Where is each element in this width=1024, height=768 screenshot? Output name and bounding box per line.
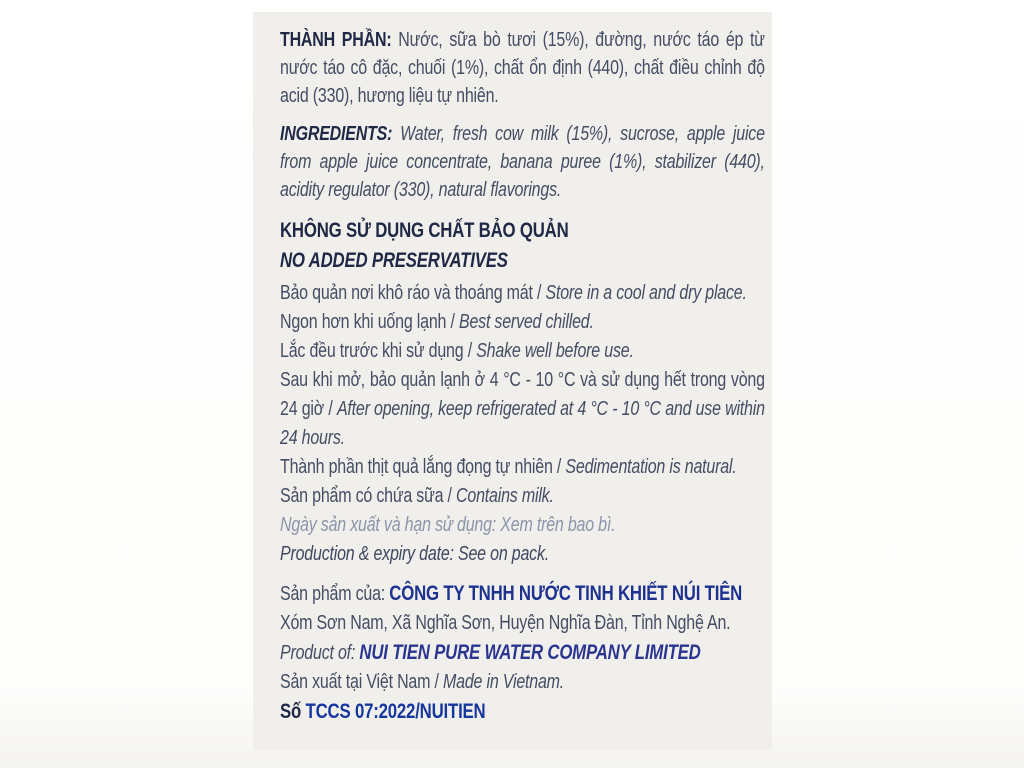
manufacturer-vi-line	[280, 579, 765, 609]
standard-number-line	[280, 697, 765, 726]
manufacturer-address: Xóm Sơn Nam, Xã Nghĩa Sơn, Huyện Nghĩa Đàn, Tỉnh Nghệ An.	[280, 612, 731, 634]
shake-note-vi: Lắc đều trước khi sử dụng	[280, 340, 464, 362]
expiry-date-note-en: Production & expiry date: See on pack.	[280, 543, 550, 565]
after-opening-note-vi: Sau khi mở, bảo quản lạnh ở 4 °C - 10 °C và sử dụng hết trong vòng 24 giờ	[280, 369, 765, 420]
shake-note	[280, 337, 765, 366]
contains-milk-note-en: Contains milk.	[456, 485, 554, 507]
storage-note-en: Store in a cool and dry place.	[545, 282, 747, 304]
contains-milk-note-vi: Sản phẩm có chứa sữa	[280, 485, 444, 507]
sedimentation-note-en: Sedimentation is natural.	[565, 456, 737, 478]
made-in-vi: Sản xuất tại Việt Nam	[280, 671, 431, 693]
chilled-note	[280, 308, 765, 337]
composition-en-body: Water, fresh cow milk (15%), sucrose, apple juice from apple juice concentrate, banana puree (1%), stabilizer (440), acidity regulator (330), natural flavorings.	[280, 123, 765, 201]
sedimentation-note	[280, 453, 765, 482]
note-separator: /	[537, 282, 542, 304]
expiry-date-note-vi: Ngày sản xuất và hạn sử dụng: Xem trên bao bì.	[280, 514, 616, 536]
note-separator: /	[328, 398, 333, 420]
no-preservatives-en: NO ADDED PRESERVATIVES	[280, 249, 508, 272]
storage-note-vi: Bảo quản nơi khô ráo và thoáng mát	[280, 282, 533, 304]
sedimentation-note-vi: Thành phần thịt quả lắng đọng tự nhiên	[280, 456, 553, 478]
after-opening-note-en: After opening, keep refrigerated at 4 °C - 10 °C and use within 24 hours.	[280, 398, 765, 449]
note-separator: /	[467, 340, 472, 362]
manufacturer-section	[280, 579, 765, 726]
manufacturer-company-vi: CÔNG TY TNHH NƯỚC TINH KHIẾT NÚI TIÊN	[389, 582, 743, 605]
note-separator: /	[556, 456, 562, 478]
standard-number-prefix: Số	[280, 700, 302, 723]
manufacturer-en-prefix: Product of:	[280, 642, 356, 664]
shake-note-en: Shake well before use.	[476, 340, 634, 362]
composition-vi-paragraph	[280, 26, 765, 110]
no-preservatives-vi: KHÔNG SỬ DỤNG CHẤT BẢO QUẢN	[280, 219, 569, 242]
made-in-en: Made in Vietnam.	[443, 671, 565, 693]
note-separator: /	[450, 311, 455, 333]
manufacturer-company-en: NUI TIEN PURE WATER COMPANY LIMITED	[359, 641, 701, 664]
made-in-line	[280, 668, 765, 697]
made-in-separator: /	[434, 671, 439, 693]
composition-vi-heading: THÀNH PHẦN:	[280, 29, 392, 51]
ingredient-info-label	[253, 12, 772, 750]
composition-en-paragraph	[280, 120, 765, 204]
note-separator: /	[447, 485, 452, 507]
chilled-note-vi: Ngon hơn khi uống lạnh	[280, 311, 447, 333]
label-content	[280, 26, 765, 726]
manufacturer-vi-prefix: Sản phẩm của:	[280, 583, 386, 605]
composition-en-heading: INGREDIENTS:	[280, 123, 393, 145]
after-opening-note	[280, 366, 765, 453]
manufacturer-en-line	[280, 638, 765, 668]
storage-note	[280, 279, 765, 308]
standard-number-value: TCCS 07:2022/NUITIEN	[305, 700, 486, 723]
composition-vi-body: Nước, sữa bò tươi (15%), đường, nước táo ép từ nước táo cô đặc, chuối (1%), chất ổn định (440), chất điều chỉnh độ acid (330), hương liệu tự nhiên.	[280, 29, 765, 107]
contains-milk-note	[280, 482, 765, 511]
chilled-note-en: Best served chilled.	[458, 311, 594, 333]
